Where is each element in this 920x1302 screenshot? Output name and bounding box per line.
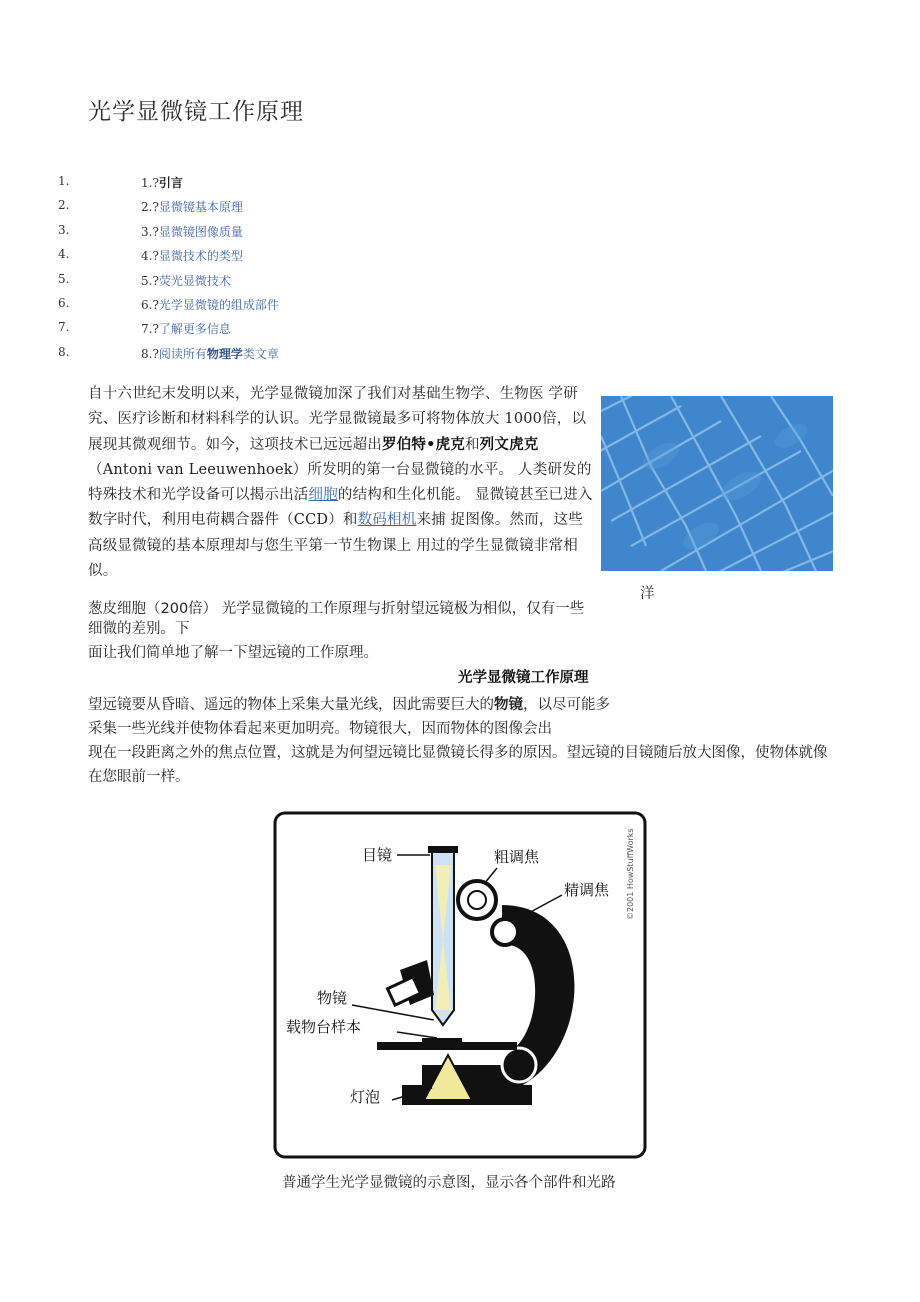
- copyright-text: ©2001 HowStuffWorks: [626, 828, 635, 920]
- toc-prefix: 3.?: [141, 224, 159, 239]
- toc-number: 8.: [58, 344, 70, 359]
- digital-camera-link[interactable]: 数码相机: [357, 512, 417, 529]
- objective-term: 物镜: [494, 697, 523, 713]
- toc-number: 2.: [58, 198, 70, 213]
- section-heading: 光学显微镜工作原理: [458, 670, 589, 686]
- microscope-diagram: [272, 810, 648, 1160]
- telescope-intro-paragraph: 葱皮细胞（200倍） 光学显微镜的工作原理与折射望远镜极为相似，仅有一些细微的差别。下: [88, 601, 585, 637]
- toc-number: 3.: [58, 222, 70, 237]
- toc-link-image-quality[interactable]: 显微镜图像质量: [158, 224, 243, 239]
- onion-cells-image: [601, 396, 833, 571]
- label-eyepiece: 目镜: [362, 846, 393, 864]
- label-fine-focus: 精调焦: [564, 881, 610, 899]
- toc-link-basics[interactable]: 显微镜基本原理: [158, 200, 243, 215]
- label-stage-sample: 载物台样本: [286, 1018, 362, 1036]
- diagram-caption: 普通学生光学显微镜的示意图，显示各个部件和光路: [282, 1175, 616, 1191]
- toc-prefix: 5.?: [141, 273, 159, 288]
- label-lamp: 灯泡: [350, 1088, 381, 1106]
- leeuwenhoek-name: 列文虎克: [479, 436, 539, 453]
- toc-link-more-info[interactable]: 了解更多信息: [158, 322, 231, 337]
- toc-number: 1.: [58, 174, 70, 188]
- telescope-paragraph-continued: 现在一段距离之外的焦点位置，这就是为何望远镜比显微镜长得多的原因。望远镜的目镜随后放大图像，使物体就像在您眼前一样。: [88, 745, 828, 785]
- toc-prefix: 6.?: [141, 297, 159, 312]
- toc-link-components[interactable]: 光学显微镜的组成部件: [158, 297, 279, 312]
- toc-link-intro[interactable]: 引言: [158, 176, 183, 190]
- toc-prefix: 4.?: [141, 249, 159, 264]
- toc-number: 7.: [58, 320, 70, 335]
- toc-link-physics[interactable]: 物理学: [206, 346, 243, 361]
- onion-caption-fragment: 洋: [640, 586, 655, 602]
- cell-link[interactable]: 细胞: [308, 487, 338, 504]
- label-objective: 物镜: [317, 989, 348, 1007]
- toc-link-fluorescence[interactable]: 荧光显微技术: [158, 273, 231, 288]
- toc-link-articles[interactable]: 类文章: [242, 346, 279, 361]
- telescope-intro-continued: 面让我们简单地了解一下望远镜的工作原理。: [88, 645, 378, 661]
- toc-number: 6.: [58, 295, 70, 310]
- document-title: 光学显微镜工作原理: [88, 99, 304, 125]
- toc-prefix: 2.?: [141, 200, 159, 215]
- toc-number: 5.: [58, 271, 70, 286]
- toc-number: 4.: [58, 247, 70, 262]
- intro-paragraph: 自十六世纪末发明以来，光学显微镜加深了我们对基础生物学、生物医 学研究、医疗诊断和材料科学的认识。光学显微镜最多可将物体放大 1000倍，以展现其微观细节。如今，这项技术已远远超出罗伯特•虎克和列文虎克（Antoni van Leeuwenhoek）所发明的第一台显微镜的水平。 人类研发的特殊技术和光学设备可以揭示出活细胞的结构和生化机能。 显微镜甚至已进入数字时代，利用电荷耦合器件（CCD）和数码相机来捕 捉图像。然而，这些高级显微镜的基本原理却与您生平第一节生物课上 用过的学生显微镜非常相似。: [88, 386, 593, 580]
- toc-link-types[interactable]: 显微技术的类型: [158, 249, 243, 264]
- label-coarse-focus: 粗调焦: [494, 848, 540, 866]
- toc-link-read-all[interactable]: 阅读所有: [158, 346, 207, 361]
- toc-prefix: 1.?: [141, 176, 159, 190]
- telescope-paragraph: 望远镜要从昏暗、遥远的物体上采集大量光线，因此需要巨大的物镜，以尽可能多采集一些光线并使物体看起来更加明亮。物镜很大，因而物体的图像会出: [88, 697, 610, 737]
- toc-prefix: 7.?: [141, 322, 159, 337]
- toc-prefix: 8.?: [141, 346, 159, 361]
- hooke-name: 罗伯特•虎克: [382, 436, 465, 453]
